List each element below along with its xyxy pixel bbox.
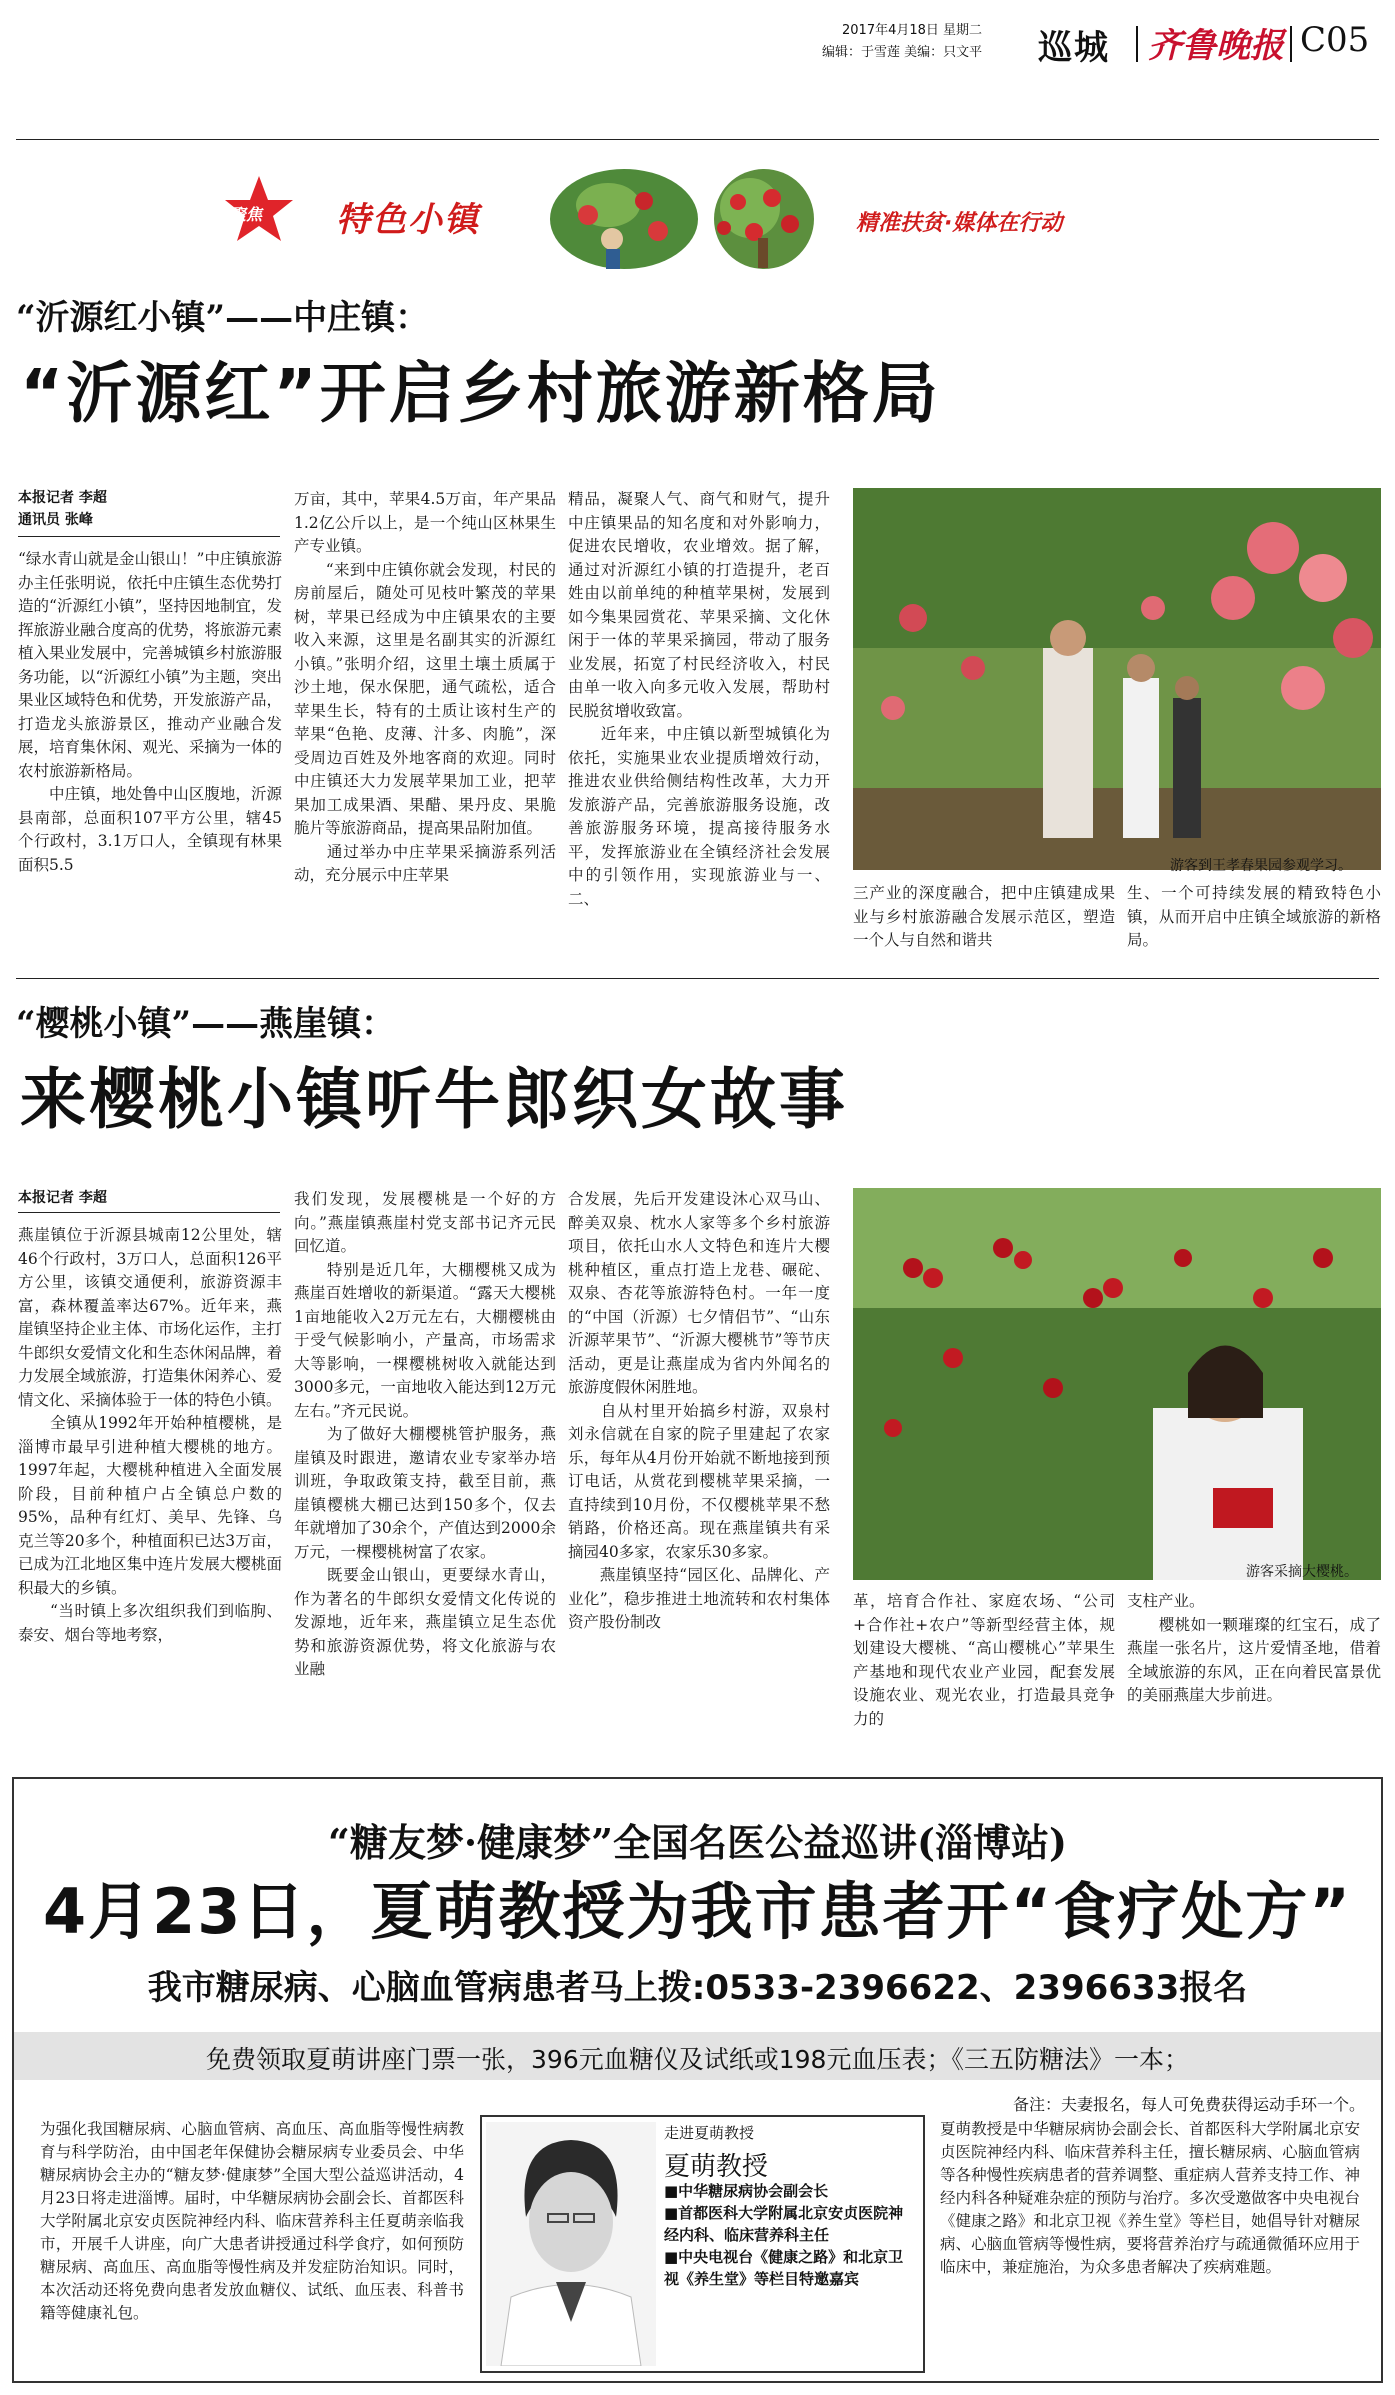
article2-column-2: 我们发现，发展樱桃是一个好的方向。”燕崖镇燕崖村党支部书记齐元民回忆道。 特别是近几年，大棚樱桃又成为燕崖百姓增收的新渠道。“露天大樱桃1亩地能收入2万元左右，大棚樱桃由于受气候影响小，产量高，市场需求大等影响，一棵樱桃树收入就能达到3000多元，一亩地收入能达到12万元左右。”齐元民说。 为了做好大棚樱桃管护服务，燕崖镇及时跟进，邀请农业专家举办培训班，争取政策支持，截至目前，燕崖镇樱桃大棚已达到150多个，仅去年就增加了30余个，产值达到2000余万元，一棵樱桃树富了农家。 既要金山银山，更要绿水青山，作为著名的牛郎织女爱情文化传说的发源地，近年来，燕崖镇立足生态优势和旅游资源优势，将文化旅游与农业融 [294,1190,556,1678]
newspaper-logo: 齐鲁晚报 [1148,26,1284,66]
article1-column-4: 三产业的深度融合，把中庄镇建成果业与乡村旅游融合发展示范区，塑造一个人与自然和谐共 [853,884,1115,949]
profile-name: 夏萌教授 [664,2152,769,2182]
article2-byline: 本报记者 李超 [18,1190,107,1206]
article1-kicker: “沂源红小镇”——中庄镇： [16,298,430,338]
doctor-portrait [486,2122,656,2366]
ad-headline: 4月23日，夏萌教授为我市患者开“食疗处方” [43,1875,1352,1948]
section-name: 巡城 [1038,28,1110,68]
banner-apple-tree [680,168,848,270]
issue-date: 2017年4月18日 星期二 [842,23,983,38]
article1-byline: 本报记者 李超 [18,490,107,506]
article2-column-4: 革，培育合作社、家庭农场、“公司+合作社+农户”等新型经营主体，规划建设大樱桃、“高山樱桃心”苹果生产基地和现代农业产业园，配套发展设施农业、观光农业，打造最具竞争力的 [853,1592,1115,1728]
byline-rule [18,1212,280,1213]
banner-badge: 聚焦 [230,205,263,224]
ad-phone-line: 我市糖尿病、心脑血管病患者马上拨:0533-2396622、2396633报名 [147,1968,1248,2008]
banner-apple-photo [548,165,700,273]
article1-column-5: 生、一个可持续发展的精致特色小镇，从而开启中庄镇全域旅游的新格局。 [1127,884,1381,949]
byline-rule [18,536,280,537]
article1-photo-caption: 游客到王孝春果园参观学习。 [1170,858,1352,874]
section-divider [16,978,1379,979]
article1-column-3: 精品，凝聚人气、商气和财气，提升中庄镇果品的知名度和对外影响力，促进农民增收，农业增效。据了解，通过对沂源红小镇的打造提升，老百姓由以前单纯的种植苹果树，发展到如今集果园赏花、苹果采摘、文化休闲于一体的苹果采摘园，带动了服务业发展，拓宽了村民经济收入，村民由单一收入向多元收入发展，帮助村民脱贫增收致富。 近年来，中庄镇以新型城镇化为依托，实施果业农业提质增效行动，推进农业供给侧结构性改革，大力开发旅游产品，完善旅游服务设施，改善旅游服务环境，提高接待服务水平，发挥旅游业在全镇经济社会发展中的引领作用，实现旅游业与一、二、 [568,490,830,908]
article2-column-3: 合发展，先后开发建设沐心双马山、醉美双泉、枕水人家等多个乡村旅游项目，依托山水人文特色和连片大樱桃种植区，重点打造上龙巷、碾砣、双泉、杏花等旅游特色村。一年一度的“中国（沂源）七夕情侣节”、“山东沂源苹果节”、“沂源大樱桃节”等节庆活动，更是让燕崖成为省内外闻名的旅游度假休闲胜地。 自从村里开始搞乡村游，双泉村刘永信就在自家的院子里建起了农家乐，每年从4月份开始就不断地接到预订电话，从赏花到樱桃苹果采摘，一直持续到10月份，不仅樱桃苹果不愁销路，价格还高。现在燕崖镇共有采摘园40多家，农家乐30多家。 燕崖镇坚持“园区化、品牌化、产业化”，稳步推进土地流转和农村集体资产股份制改 [568,1190,830,1631]
article2-photo-caption: 游客采摘大樱桃。 [1246,1564,1358,1580]
ad-doctor-bio-text: 夏萌教授是中华糖尿病协会副会长、首都医科大学附属北京安贞医院神经内科、临床营养科主任，擅长糖尿病、心脑血管病等各种慢性疾病患者的营养调整、重症病人营养支持工作、神经内科各种疑难杂症的预防与治疗。多次受邀做客中央电视台《健康之路》和北京卫视《养生堂》等栏目，她倡导针对糖尿病、心脑血管病等慢性病，要将营养治疗与疏通微循环应用于临床中，兼症施治，为众多患者解决了疾病难题。 [940,2120,1360,2276]
article1-photo [853,488,1381,870]
profile-credentials: ■中华糖尿病协会副会长 ■首都医科大学附属北京安贞医院神经内科、临床营养科主任 ■中央电视台《健康之路》和北京卫视《养生堂》等栏目特邀嘉宾 [664,2182,904,2288]
ad-subtitle: “糖友梦·健康梦”全国名医公益巡讲(淄博站) [328,1820,1067,1865]
header-divider [1290,26,1292,62]
page-number: C05 [1300,20,1370,60]
article1-byline-correspondent: 通讯员 张峰 [18,512,93,528]
article2-photo [853,1188,1381,1580]
banner-title: 特色小镇 [336,200,480,240]
header-divider [1136,26,1138,62]
ad-intro-text: 为强化我国糖尿病、心脑血管病、高血压、高血脂等慢性病教育与科学防治，由中国老年保健协会糖尿病专业委员会、中华糖尿病协会主办的“糖友梦·健康梦”全国大型公益巡讲活动，4月23日将走进淄博。届时，中华糖尿病协会副会长、首都医科大学附属北京安贞医院神经内科、临床营养科主任夏萌亲临我市，开展千人讲座，向广大患者讲授通过科学食疗，如何预防糖尿病、高血压、高血脂等慢性病及并发症防治知识。同时，本次活动还将免费向患者发放血糖仪、试纸、血压表、科普书籍等健康礼包。 [40,2120,464,2322]
banner-slogan: 精准扶贫·媒体在行动 [856,211,1063,236]
article1-column-2: 万亩，其中，苹果4.5万亩，年产果品1.2亿公斤以上，是一个纯山区林果生产专业镇。 “来到中庄镇你就会发现，村民的房前屋后，随处可见枝叶繁茂的苹果树，苹果已经成为中庄镇果农的主要收入来源，这里是名副其实的沂源红小镇。”张明介绍，这里土壤土质属于沙土地，保水保肥，通气疏松，适合苹果生长，特有的土质让该村生产的苹果“色艳、皮薄、汁多、肉脆”，深受周边百姓及外地客商的欢迎。同时中庄镇还大力发展苹果加工业，把苹果加工成果酒、果醋、果丹皮、果脆脆片等旅游商品，提高果品附加值。 通过举办中庄苹果采摘游系列活动，充分展示中庄苹果 [294,490,556,884]
article2-headline: 来樱桃小镇听牛郎织女故事 [20,1061,848,1138]
article1-column-1: “绿水青山就是金山银山！”中庄镇旅游办主任张明说，依托中庄镇生态优势打造的“沂源红小镇”，坚持因地制宜，发挥旅游业融合度高的优势，将旅游元素植入果业发展中，完善城镇乡村旅游服务功能，以“沂源红小镇”为主题，突出果业区域特色和优势，开发旅游产品，打造龙头旅游景区，推动产业融合发展，培育集休闲、观光、采摘为一体的农村旅游新格局。 中庄镇，地处鲁中山区腹地，沂源县南部，总面积107平方公里，辖45个行政村，3.1万口人，全镇现有林果面积5.5 [18,550,282,874]
profile-intro: 走进夏萌教授 [664,2124,755,2142]
article1-headline: “沂源红”开启乡村旅游新格局 [20,355,941,432]
ad-note: 备注：夫妻报名，每人可免费获得运动手环一个。 [1012,2095,1365,2114]
article2-column-1: 燕崖镇位于沂源县城南12公里处，辖46个行政村，3万口人，总面积126平方公里，该镇交通便利，旅游资源丰富，森林覆盖率达67%。近年来，燕崖镇坚持企业主体、市场化运作，主打牛郎织女爱情文化和生态休闲品牌，着力发展全域旅游，打造集休闲养心、爱情文化、采摘体验于一体的特色小镇。 全镇从1992年开始种植樱桃，是淄博市最早引进种植大樱桃的地方。1997年起，大樱桃种植进入全面发展阶段，目前种植户占全镇总户数的95%，品种有红灯、美早、先锋、乌克兰等20多个，种植面积已达3万亩，已成为江北地区集中连片发展大樱桃面积最大的乡镇。 “当时镇上多次组织我们到临朐、泰安、烟台等地考察， [18,1226,282,1644]
article2-kicker: “樱桃小镇”——燕崖镇： [16,1004,396,1044]
header-rule [16,139,1379,140]
article2-column-5: 支柱产业。 樱桃如一颗璀璨的红宝石，成了燕崖一张名片，这片爱情圣地，借着全域旅游的东风，正在向着民富景优的美丽燕崖大步前进。 [1127,1592,1381,1704]
editor-credits: 编辑：于雪莲 美编：只文平 [822,45,983,60]
ad-offer-text: 免费领取夏萌讲座门票一张，396元血糖仪及试纸或198元血压表；《三五防糖法》一本； [206,2045,1189,2074]
